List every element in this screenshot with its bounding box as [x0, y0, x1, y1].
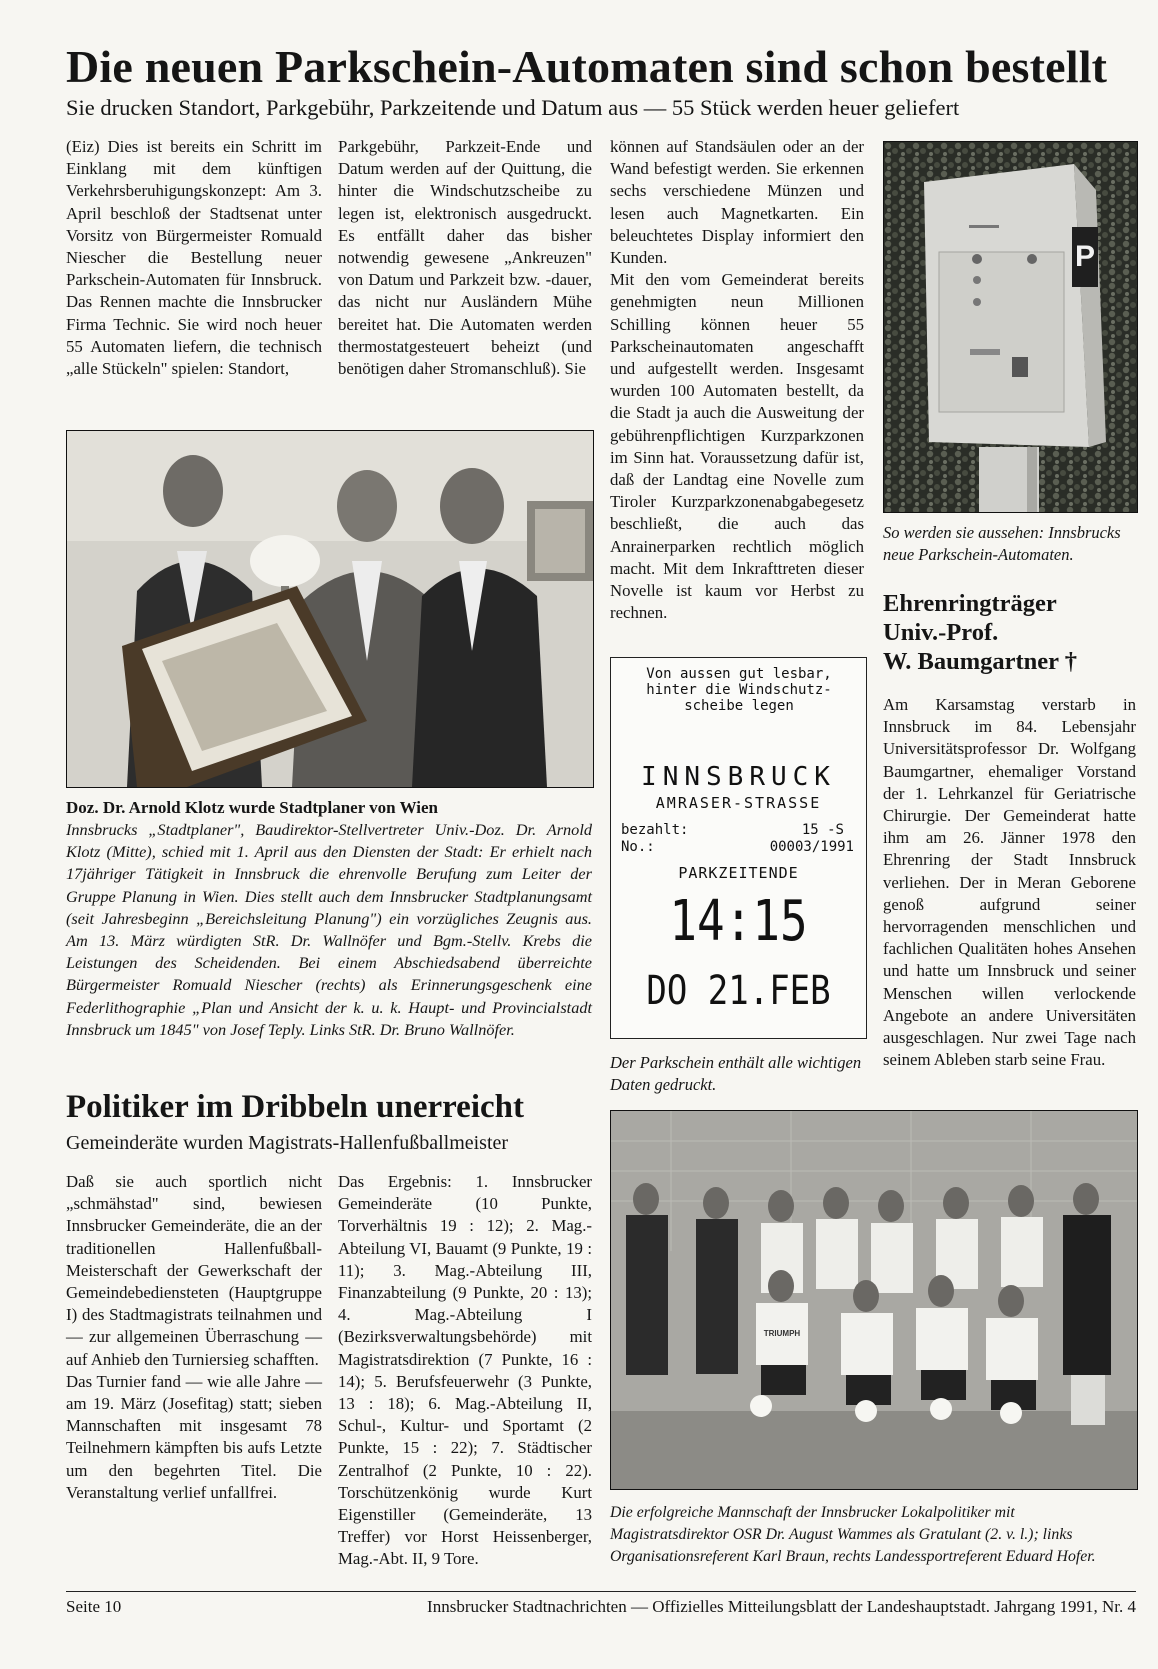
- page-footer: [66, 1591, 1136, 1619]
- football-column-1: [66, 1171, 322, 1504]
- page-subheadline: Sie drucken Standort, Parkgebühr, Parkzeitende und Datum aus — 55 Stück werden heuer geliefert: [66, 95, 960, 120]
- ticket-number-label: No.:: [621, 839, 655, 855]
- klotz-caption-text: Innsbrucks „Stadtplaner", Baudirektor-Stellvertreter Univ.-Doz. Dr. Arnold Klotz (Mitte), schied mit 1. April aus den Diensten der Stadt: Er erhielt nach 17jähriger Tätigkeit in Innsbruck die ehrenvolle Berufung zum Leiter der Gruppe Planung in Wien. Dies stellt auch dem Innsbrucker Stadtplanungsamt (seit Jahresbeginn „Bereichsleitung Planung") ein vorzügliches Zeugnis aus. Am 13. März würdigten StR. Dr. Wallnöfer und Bgm.-Stellv. Krebs die Leistungen des Scheidenden. Bei einem Abschiedsabend überreichte Bürgermeister Romuald Niescher (rechts) als Erinnerungsgeschenk eine Federlithographie „Plan und Ansicht der k. u. k. Haupt- und Provincialstadt Innsbruck um 1845" von Josef Teply. Links StR. Dr. Bruno Wallnöfer.: [66, 820, 592, 1039]
- parking-machine-photo: [883, 141, 1138, 513]
- football-column-2: [338, 1171, 592, 1571]
- ticket-caption: Der Parkschein enthält alle wichtigen Daten gedruckt.: [610, 1053, 862, 1095]
- article-column-2: [338, 136, 592, 380]
- page-headline: Die neuen Parkschein-Automaten sind schon bestellt: [66, 41, 1108, 92]
- obituary-text: Am Karsamstag verstarb in Innsbruck im 84. Lebensjahr Universitätsprofessor Dr. Wolfgang Baumgartner, ehemaliger Vorstand der 1. Lehrkanzel für Geriatrische Chirurgie. Der Gemeinderat hatte ihm am 26. Jänner 1978 den Ehrenring der Stadt Innsbruck verliehen. Der in Meran Geborene genoß aufgrund seiner hervorragenden menschlichen und fachlichen Qualitäten hohes Ansehen und hatte um Innsbruck und seiner Menschen willen verlockende Angebote an andere Universitäten ausgeschlagen. Nur zwei Tage nach seinem Ableben starb seine Frau.: [883, 695, 1136, 1070]
- parking-sign-letter: P: [1074, 240, 1096, 273]
- article-text: (Eiz) Dies ist bereits ein Schritt im Einklang mit dem künftigen Verkehrsberuhigungskonzept: Am 3. April beschloß der Stadtsenat unter Vorsitz von Bürgermeister Romuald Niescher die Bestellung neuer Parkschein-Automaten für Innsbruck. Das Rennen machte die Innsbrucker Firma Technic. Sie wird noch heuer 55 Automaten liefern, die technisch „alle Stückeln" spielen: Standort,: [66, 137, 322, 379]
- parking-ticket: [610, 657, 867, 1039]
- article-column-1: [66, 136, 322, 380]
- klotz-caption-title: Doz. Dr. Arnold Klotz wurde Stadtplaner von Wien: [66, 798, 438, 817]
- parking-machine-caption: So werden sie aussehen: Innsbrucks neue Parkschein-Automaten.: [883, 523, 1121, 565]
- football-text: Das Ergebnis: 1. Innsbrucker Gemeinderäte (10 Punkte, Torverhältnis 19 : 12); 2. Mag.-Abteilung VI, Bauamt (9 Punkte, 19 : 11); 3. Mag.-Abteilung III, Finanzabteilung (9 Punkte, 20 : 13); 4. Mag.-Abteilung I (Bezirksverwaltungsbehörde) mit Magistratsdirektion (7 Punkte, 16 : 14); 5. Berufsfeuerwehr (3 Punkte, 13 : 18); 6. Mag.-Abteilung II, Schul-, Kultur- und Sportamt (2 Punkte, 15 : 22); 7. Städtischer Zentralhof (2 Punkte, 10 : 22). Torschützenkönig wurde Kurt Eigenstiller (Gemeinderäte, 13 Treffer) vor Horst Heissenberger, Mag.-Abt. II, 9 Tore.: [338, 1172, 592, 1569]
- ticket-note-line: hinter die Windschutz-: [646, 682, 832, 698]
- obituary-title-line: Univ.-Prof.: [883, 619, 999, 646]
- article-text: Mit den vom Gemeinderat bereits genehmigten neun Millionen Schilling können heuer 55 Parkscheinautomaten angeschafft und aufgestellt werden. Insgesamt wurden 100 Automaten bestellt, da die Stadt ja auch die Ausweitung der gebührenpflichtigen Kurzparkzonen im Sinn hat. Voraussetzung dafür ist, daß der Landtag eine Novelle zum Tiroler Kurzparkzonenabgabegesetz beschließt, die auch das Anrainerparken rechtlich möglich macht. Mit dem Inkrafttreten dieser Novelle ist kaum vor Herbst zu rechnen.: [610, 270, 864, 623]
- article-text: Parkgebühr, Parkzeit-Ende und Datum werden auf der Quittung, die hinter die Windschutzscheibe zu legen ist, elektronisch ausgedruckt. Es entfällt daher das bisher notwendig gewesene „Ankreuzen" von Datum und Parkzeit bzw. -dauer, das nicht nur Ausländern Mühe bereitet hat. Die Automaten werden thermostatgesteuert beheizt (und benötigen daher Stromanschluß). Sie: [338, 137, 592, 379]
- football-subheadline: Gemeinderäte wurden Magistrats-Hallenfußballmeister: [66, 1132, 509, 1154]
- football-headline: Politiker im Dribbeln unerreicht: [66, 1089, 524, 1125]
- ticket-date: DO 21.FEB: [646, 968, 831, 1014]
- klotz-photo-illustration: [67, 431, 593, 787]
- klotz-caption: [66, 797, 592, 1041]
- team-photo-caption: Die erfolgreiche Mannschaft der Innsbrucker Lokalpolitiker mit Magistratsdirektor OSR Dr. August Wammes als Gratulant (2. v. l.); links Organisationsreferent Karl Braun, rechts Landessportreferent Eduard Hofer.: [610, 1504, 1096, 1565]
- ticket-note-line: Von aussen gut lesbar,: [646, 666, 832, 682]
- obituary-title-line: Ehrenringträger: [883, 590, 1057, 617]
- team-photo: [610, 1110, 1138, 1490]
- jersey-sponsor-text: TRIUMPH: [763, 1329, 801, 1338]
- ticket-note-line: scheibe legen: [684, 698, 794, 714]
- ticket-city: INNSBRUCK: [641, 762, 836, 792]
- publication-info: Innsbrucker Stadtnachrichten — Offizielles Mitteilungsblatt der Landeshauptstadt. Jahrgang 1991, Nr. 4: [427, 1597, 1136, 1616]
- ticket-number-value: 00003/1991: [769, 839, 854, 855]
- team-photo-illustration: [611, 1111, 1137, 1489]
- ticket-street: AMRASER-STRASSE: [655, 794, 822, 812]
- football-text: Das Turnier fand — wie alle Jahre — am 19. März (Josefitag) statt; sieben Mannschaften mit insgesamt 78 Teilnehmern kämpften bis aufs Letzte um den begehrten Titel. Die Veranstaltung verlief unfallfrei.: [66, 1371, 322, 1502]
- article-column-3: [610, 136, 864, 624]
- ticket-paid-label: bezahlt:: [621, 822, 689, 838]
- ticket-end-label: PARKZEITENDE: [678, 864, 799, 882]
- obituary-title: [883, 589, 1136, 676]
- klotz-photo: [66, 430, 594, 788]
- ticket-paid-value: 15 -S: [801, 822, 844, 838]
- article-text: können auf Standsäulen oder an der Wand befestigt werden. Sie erkennen sechs verschiedene Münzen und lesen auch Magnetkarten. Ein beleuchtetes Display informiert den Kunden.: [610, 137, 864, 268]
- obituary-title-line: W. Baumgartner †: [883, 648, 1077, 675]
- football-text: Daß sie auch sportlich nicht „schmähstad" sind, bewiesen Innsbrucker Gemeinderäte, die an der traditionellen Hallenfußball-Meisterschaft der Gewerkschaft der Gemeindebediensteten (Hauptgruppe I) des Stadtmagistrats teilnahmen und — zur allgemeinen Überraschung — auf Anhieb den Turniersieg schafften.: [66, 1172, 322, 1369]
- parking-machine-illustration: [884, 142, 1137, 512]
- page-number: Seite 10: [66, 1597, 122, 1616]
- ticket-time: 14:15: [669, 889, 808, 954]
